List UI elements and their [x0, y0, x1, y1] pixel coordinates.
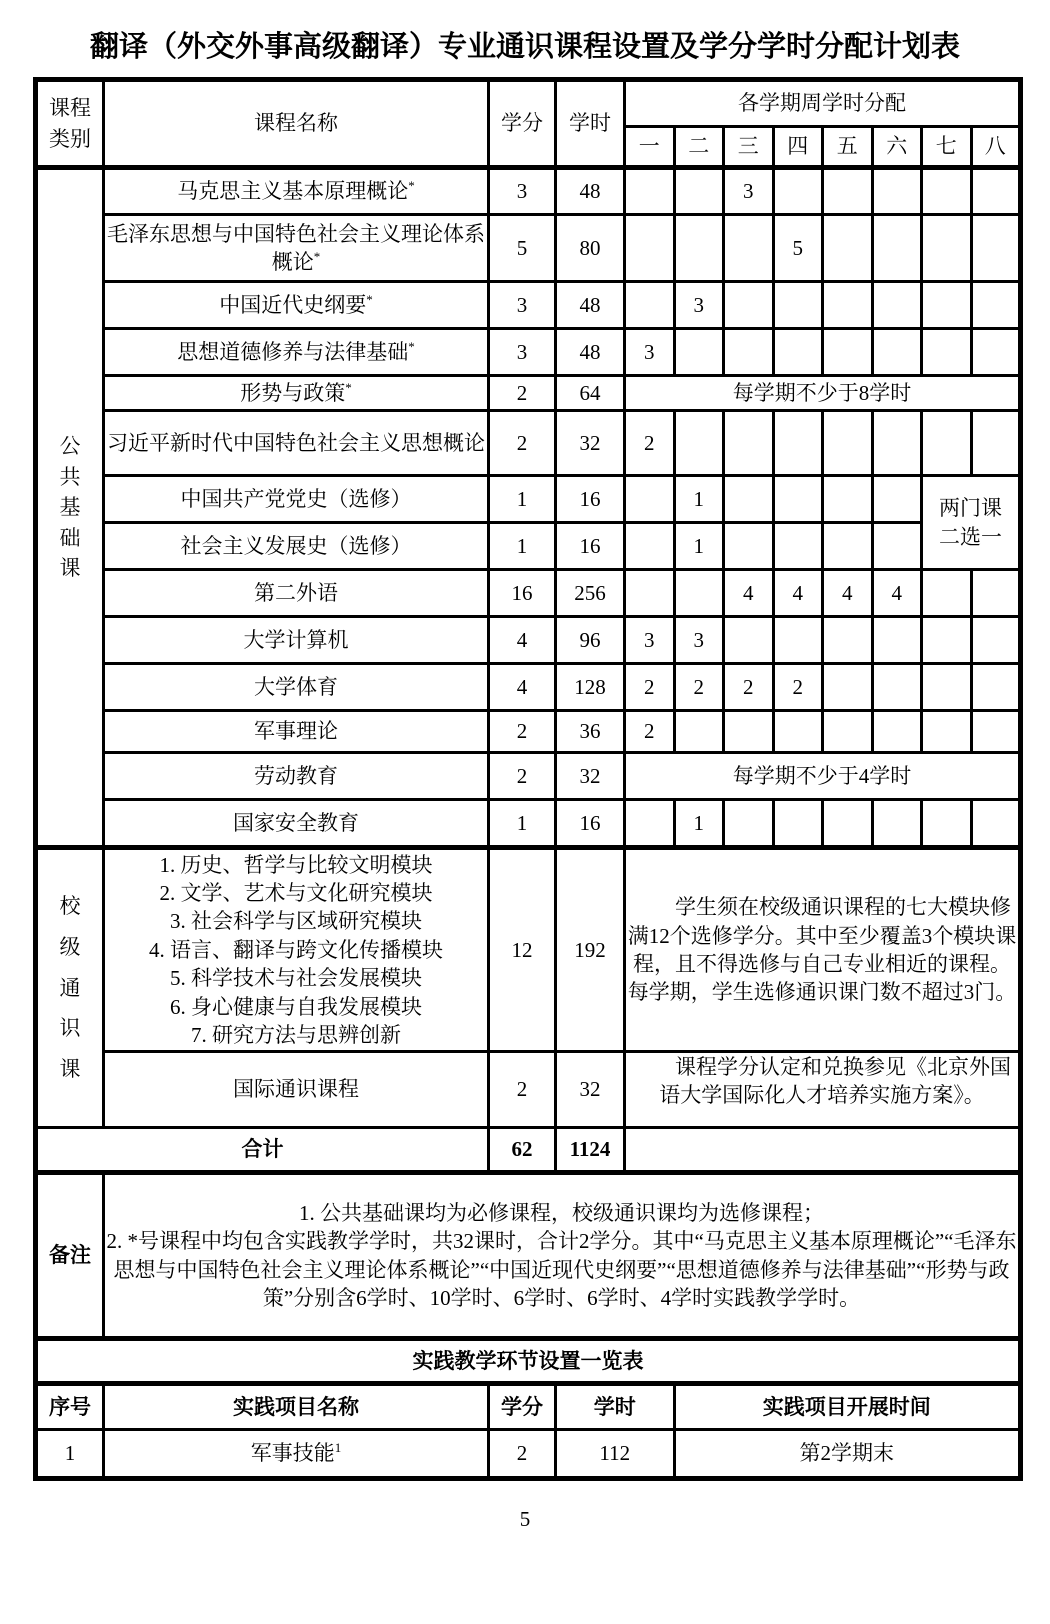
sem-cell: 2 — [625, 711, 675, 753]
table-row — [36, 329, 1021, 376]
course-name: 马克思主义基本原理概论* — [104, 168, 489, 215]
hours-cell: 256 — [556, 570, 625, 617]
course-name: 中国共产党党史（选修） — [104, 476, 489, 523]
sem-cell — [773, 168, 823, 215]
sem-cell: 3 — [674, 282, 724, 329]
practice-header-row — [36, 1384, 1021, 1430]
modules-list: 1. 历史、哲学与比较文明模块 2. 文学、艺术与文化研究模块 3. 社会科学与区域研究模块 4. 语言、翻译与跨文化传播模块 5. 科学技术与社会发展模块 6. 身心健康与自我发展模块 7. 研究方法与思辨创新 — [104, 848, 489, 1052]
practice-data-row — [36, 1430, 1021, 1479]
header-category: 课程类别 — [36, 80, 104, 168]
table-row — [36, 617, 1021, 664]
sem-cell — [724, 617, 774, 664]
header-sem-8: 八 — [971, 127, 1021, 168]
sem-cell — [823, 411, 873, 476]
course-name: 思想道德修养与法律基础* — [104, 329, 489, 376]
sem-cell: 1 — [674, 523, 724, 570]
table-row — [36, 1052, 1021, 1128]
table-row — [36, 411, 1021, 476]
course-name: 军事理论 — [104, 711, 489, 753]
sem-cell — [922, 168, 972, 215]
credits-cell: 3 — [489, 329, 556, 376]
sem-cell — [872, 329, 922, 376]
hours-cell: 32 — [556, 1052, 625, 1128]
hours-cell: 48 — [556, 282, 625, 329]
header-credits: 学分 — [489, 80, 556, 168]
table-row — [36, 215, 1021, 282]
page-title: 翻译（外交外事高级翻译）专业通识课程设置及学分学时分配计划表 — [89, 31, 960, 63]
total-credits: 62 — [489, 1128, 556, 1173]
sem-cell — [823, 664, 873, 711]
sem-cell — [922, 411, 972, 476]
practice-index: 1 — [36, 1430, 104, 1479]
sem-cell — [823, 329, 873, 376]
practice-credits: 2 — [489, 1430, 556, 1479]
sem-cell — [922, 282, 972, 329]
header-sem-7: 七 — [922, 127, 972, 168]
credits-cell: 1 — [489, 800, 556, 848]
practice-title-row — [36, 1339, 1021, 1384]
table-row — [36, 664, 1021, 711]
sem-cell: 3 — [674, 617, 724, 664]
sem-cell — [625, 800, 675, 848]
practice-header-name: 实践项目名称 — [104, 1384, 489, 1430]
sem-cell — [823, 282, 873, 329]
sem-cell — [872, 523, 922, 570]
remarks-row — [36, 1173, 1021, 1339]
header-row-1 — [36, 80, 1021, 127]
credits-cell: 1 — [489, 523, 556, 570]
hours-cell: 128 — [556, 664, 625, 711]
sem-cell — [823, 617, 873, 664]
total-label: 合计 — [36, 1128, 489, 1173]
sem-cell: 4 — [872, 570, 922, 617]
credits-cell: 3 — [489, 282, 556, 329]
star-mark: * — [408, 178, 415, 194]
credits-cell: 4 — [489, 617, 556, 664]
sem-cell — [823, 168, 873, 215]
sem-cell — [674, 411, 724, 476]
course-name: 国际通识课程 — [104, 1052, 489, 1128]
intl-course-note: 课程学分认定和兑换参见《北京外国语大学国际化人才培养实施方案》。 — [625, 1052, 1021, 1128]
header-semester-group: 各学期周学时分配 — [625, 80, 1021, 127]
sem-cell: 2 — [625, 411, 675, 476]
sem-cell: 1 — [674, 800, 724, 848]
sem-cell — [922, 617, 972, 664]
header-sem-5: 五 — [823, 127, 873, 168]
practice-header-index: 序号 — [36, 1384, 104, 1430]
sem-cell — [773, 800, 823, 848]
table-row — [36, 523, 1021, 570]
elective-choice-note: 两门课 二选一 — [922, 476, 1021, 570]
sem-cell — [872, 282, 922, 329]
sem-cell — [724, 800, 774, 848]
credits-cell: 3 — [489, 168, 556, 215]
sem-cell — [674, 711, 724, 753]
sem-cell: 2 — [625, 664, 675, 711]
sem-cell — [971, 329, 1021, 376]
table-row — [36, 848, 1021, 1052]
total-hours: 1124 — [556, 1128, 625, 1173]
hours-cell: 48 — [556, 168, 625, 215]
course-name: 中国近代史纲要* — [104, 282, 489, 329]
sem-cell — [773, 523, 823, 570]
header-sem-1: 一 — [625, 127, 675, 168]
star-mark: * — [313, 249, 321, 264]
course-name: 劳动教育 — [104, 753, 489, 800]
sem-cell — [724, 329, 774, 376]
sem-cell — [872, 411, 922, 476]
sem-cell — [922, 329, 972, 376]
sem-cell — [971, 664, 1021, 711]
credits-cell: 2 — [489, 376, 556, 411]
header-sem-2: 二 — [674, 127, 724, 168]
sem-cell — [625, 168, 675, 215]
sem-cell — [872, 617, 922, 664]
sem-cell — [773, 476, 823, 523]
header-sem-4: 四 — [773, 127, 823, 168]
sem-cell — [674, 215, 724, 282]
practice-header-credits: 学分 — [489, 1384, 556, 1430]
hours-cell: 48 — [556, 329, 625, 376]
sem-cell — [724, 215, 774, 282]
course-name: 大学体育 — [104, 664, 489, 711]
course-name: 毛泽东思想与中国特色社会主义理论体系概论* — [104, 215, 489, 282]
sem-cell — [922, 664, 972, 711]
sem-cell: 3 — [724, 168, 774, 215]
star-mark: * — [366, 291, 373, 307]
sem-cell — [674, 329, 724, 376]
sem-cell — [773, 617, 823, 664]
sem-cell — [724, 523, 774, 570]
star-mark: * — [345, 379, 352, 395]
table-row — [36, 282, 1021, 329]
sem-cell — [922, 215, 972, 282]
practice-name: 军事技能$^1$ — [104, 1430, 489, 1479]
sem-cell — [823, 215, 873, 282]
sem-cell — [625, 570, 675, 617]
credits-cell: 1 — [489, 476, 556, 523]
credits-cell: 12 — [489, 848, 556, 1052]
sem-cell — [872, 168, 922, 215]
hours-cell: 64 — [556, 376, 625, 411]
sem-cell — [971, 800, 1021, 848]
sem-cell — [625, 215, 675, 282]
sem-cell: 4 — [773, 570, 823, 617]
sem-cell — [823, 523, 873, 570]
table-row — [36, 476, 1021, 523]
sem-cell — [922, 800, 972, 848]
total-row — [36, 1128, 1021, 1173]
sem-cell — [872, 800, 922, 848]
table-row — [36, 376, 1021, 411]
hours-cell: 32 — [556, 411, 625, 476]
sem-cell — [922, 711, 972, 753]
general-course-note: 学生须在校级通识课程的七大模块修满12个选修学分。其中至少覆盖3个模块课程，且不得选修与自己专业相近的课程。每学期，学生选修通识课门数不超过3门。 — [625, 848, 1021, 1052]
total-empty-cell — [625, 1128, 1021, 1173]
sem-cell — [773, 329, 823, 376]
sem-cell — [823, 711, 873, 753]
sem-cell — [625, 523, 675, 570]
hours-cell: 16 — [556, 476, 625, 523]
credits-cell: 5 — [489, 215, 556, 282]
course-name: 国家安全教育 — [104, 800, 489, 848]
sem-cell — [872, 711, 922, 753]
header-sem-6: 六 — [872, 127, 922, 168]
sem-cell — [773, 711, 823, 753]
sem-cell — [971, 617, 1021, 664]
course-name: 习近平新时代中国特色社会主义思想概论 — [104, 411, 489, 476]
hours-cell: 16 — [556, 800, 625, 848]
sem-cell — [724, 282, 774, 329]
hours-cell: 96 — [556, 617, 625, 664]
sem-cell — [971, 168, 1021, 215]
sem-cell — [823, 476, 873, 523]
section-label-public: 公共基础课 — [36, 168, 104, 848]
sem-cell — [773, 282, 823, 329]
table-row — [36, 711, 1021, 753]
sem-cell: 2 — [674, 664, 724, 711]
sem-cell: 3 — [625, 329, 675, 376]
sem-cell — [773, 411, 823, 476]
course-name: 第二外语 — [104, 570, 489, 617]
credits-cell: 2 — [489, 1052, 556, 1128]
sem-cell — [971, 570, 1021, 617]
sem-cell — [625, 476, 675, 523]
table-row — [36, 168, 1021, 215]
credits-cell: 2 — [489, 411, 556, 476]
table-row — [36, 753, 1021, 800]
sem-cell — [674, 168, 724, 215]
sem-cell — [872, 215, 922, 282]
course-name: 社会主义发展史（选修） — [104, 523, 489, 570]
sem-cell — [872, 664, 922, 711]
practice-header-hours: 学时 — [556, 1384, 675, 1430]
credits-cell: 2 — [489, 753, 556, 800]
sem-cell — [971, 282, 1021, 329]
semester-span-note: 每学期不少于4学时 — [625, 753, 1021, 800]
sem-cell: 3 — [625, 617, 675, 664]
sem-cell — [625, 282, 675, 329]
practice-time: 第2学期末 — [674, 1430, 1021, 1479]
hours-cell: 80 — [556, 215, 625, 282]
sem-cell — [674, 570, 724, 617]
sem-cell — [922, 570, 972, 617]
table-row — [36, 800, 1021, 848]
credits-cell: 4 — [489, 664, 556, 711]
credits-cell: 2 — [489, 711, 556, 753]
practice-table-title: 实践教学环节设置一览表 — [36, 1339, 1021, 1384]
table-row — [36, 570, 1021, 617]
section-label-general: 校级通识课 — [36, 848, 104, 1128]
sem-cell — [724, 411, 774, 476]
header-course-name: 课程名称 — [104, 80, 489, 168]
page-number: 5 — [519, 1507, 531, 1531]
credits-cell: 16 — [489, 570, 556, 617]
sem-cell — [971, 215, 1021, 282]
hours-cell: 192 — [556, 848, 625, 1052]
sem-cell — [971, 711, 1021, 753]
sem-cell — [823, 800, 873, 848]
practice-hours: 112 — [556, 1430, 675, 1479]
header-hours: 学时 — [556, 80, 625, 168]
hours-cell: 36 — [556, 711, 625, 753]
sem-cell: 2 — [773, 664, 823, 711]
sem-cell: 2 — [724, 664, 774, 711]
course-name: 大学计算机 — [104, 617, 489, 664]
sem-cell: 5 — [773, 215, 823, 282]
footnote-mark: 1 — [334, 1440, 342, 1456]
sem-cell — [971, 411, 1021, 476]
remarks-label: 备注 — [36, 1173, 104, 1339]
course-name: 形势与政策* — [104, 376, 489, 411]
sem-cell — [724, 476, 774, 523]
hours-cell: 32 — [556, 753, 625, 800]
hours-cell: 16 — [556, 523, 625, 570]
sem-cell: 1 — [674, 476, 724, 523]
practice-header-time: 实践项目开展时间 — [674, 1384, 1021, 1430]
curriculum-table — [33, 77, 1023, 1481]
semester-span-note: 每学期不少于8学时 — [625, 376, 1021, 411]
star-mark: * — [408, 338, 415, 354]
sem-cell — [724, 711, 774, 753]
header-sem-3: 三 — [724, 127, 774, 168]
sem-cell: 4 — [724, 570, 774, 617]
remarks-text: 1. 公共基础课均为必修课程，校级通识课均为选修课程； 2. *号课程中均包含实践教学学时，共32课时，合计2学分。其中“马克思主义基本原理概论”“毛泽东思想与中国特色社会主义理论体系概论”“中国近现代史纲要”“思想道德修养与法律基础”“形势与政策”分别含6学时、10学时、6学时、6学时、4学时实践教学学时。 — [104, 1173, 1021, 1339]
sem-cell — [872, 476, 922, 523]
sem-cell: 4 — [823, 570, 873, 617]
